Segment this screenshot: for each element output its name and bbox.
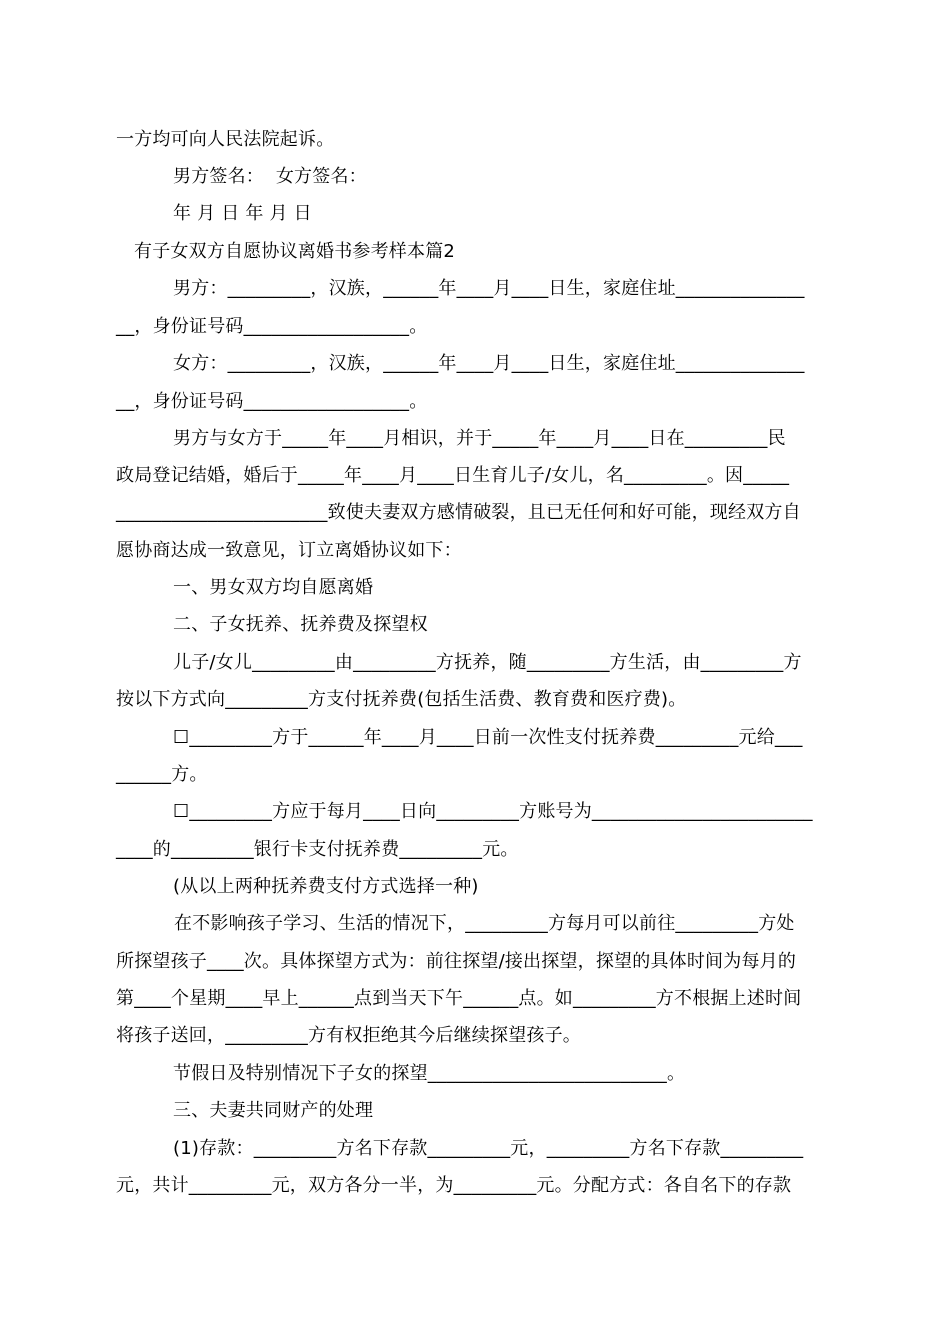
text-line: 元，共计_________元，双方各分一半，为_________元。分配方式：各自名下的存款 — [116, 1175, 792, 1196]
clause-heading: 三、夫妻共同财产的处理 — [173, 1100, 374, 1121]
section-title: 有子女双方自愿协议离婚书参考样本篇2 — [134, 241, 456, 262]
text-line: (从以上两种抚养费支付方式选择一种) — [173, 876, 479, 897]
text-line: _______________________致使夫妻双方感情破裂，且已无任何和好可能，现经双方自 — [116, 502, 801, 523]
text-line: 一方均可向人民法院起诉。 — [116, 129, 335, 150]
text-line: __，身份证号码__________________。 — [116, 316, 428, 337]
text-line: 男方与女方于_____年____月相识，并于_____年____月____日在_________民 — [173, 428, 786, 449]
text-line: 将孩子送回，_________方有权拒绝其今后继续探望孩子。 — [116, 1025, 581, 1046]
text-line: 在不影响孩子学习、生活的情况下，_________方每月可以前往_________方处 — [174, 913, 795, 934]
text-line: 按以下方式向_________方支付抚养费(包括生活费、教育费和医疗费)。 — [116, 689, 687, 710]
date-line: 年 月 日 年 月 日 — [173, 203, 312, 224]
text-line: 节假日及特别情况下子女的探望__________________________。 — [173, 1063, 686, 1084]
text-line: 儿子/女儿_________由_________方抚养，随_________方生活，由_________方 — [173, 652, 802, 673]
text-line: 所探望孩子____次。具体探望方式为：前往探望/接出探望，探望的具体时间为每月的 — [116, 951, 797, 972]
text-line: 政局登记结婚，婚后于_____年____月____日生育儿子/女儿，名_________。因_____ — [116, 465, 790, 486]
text-line: 第____个星期____早上______点到当天下午______点。如_________方不根据上述时间 — [116, 988, 802, 1009]
signature-line: 男方签名： 女方签名： — [173, 166, 367, 187]
text-line: 女方：_________，汉族，______年____月____日生，家庭住址______________ — [173, 353, 805, 374]
clause-heading: 一、男女双方均自愿离婚 — [173, 577, 374, 598]
text-line: 愿协商达成一致意见，订立离婚协议如下： — [116, 540, 462, 561]
clause-heading: 二、子女抚养、抚养费及探望权 — [173, 614, 428, 635]
text-line: ____的_________银行卡支付抚养费_________元。 — [116, 839, 519, 860]
text-line: (1)存款：_________方名下存款_________元，_________方名下存款_________ — [173, 1138, 804, 1159]
checkbox-option-line: ☐_________方于______年____月____日前一次性支付抚养费_________元给___ — [173, 727, 803, 748]
text-line: 男方：_________，汉族，______年____月____日生，家庭住址______________ — [173, 278, 805, 299]
text-line: ______方。 — [116, 764, 208, 785]
checkbox-option-line: ☐_________方应于每月____日向_________方账号为________________________ — [173, 801, 813, 822]
text-line: __，身份证号码__________________。 — [116, 391, 428, 412]
